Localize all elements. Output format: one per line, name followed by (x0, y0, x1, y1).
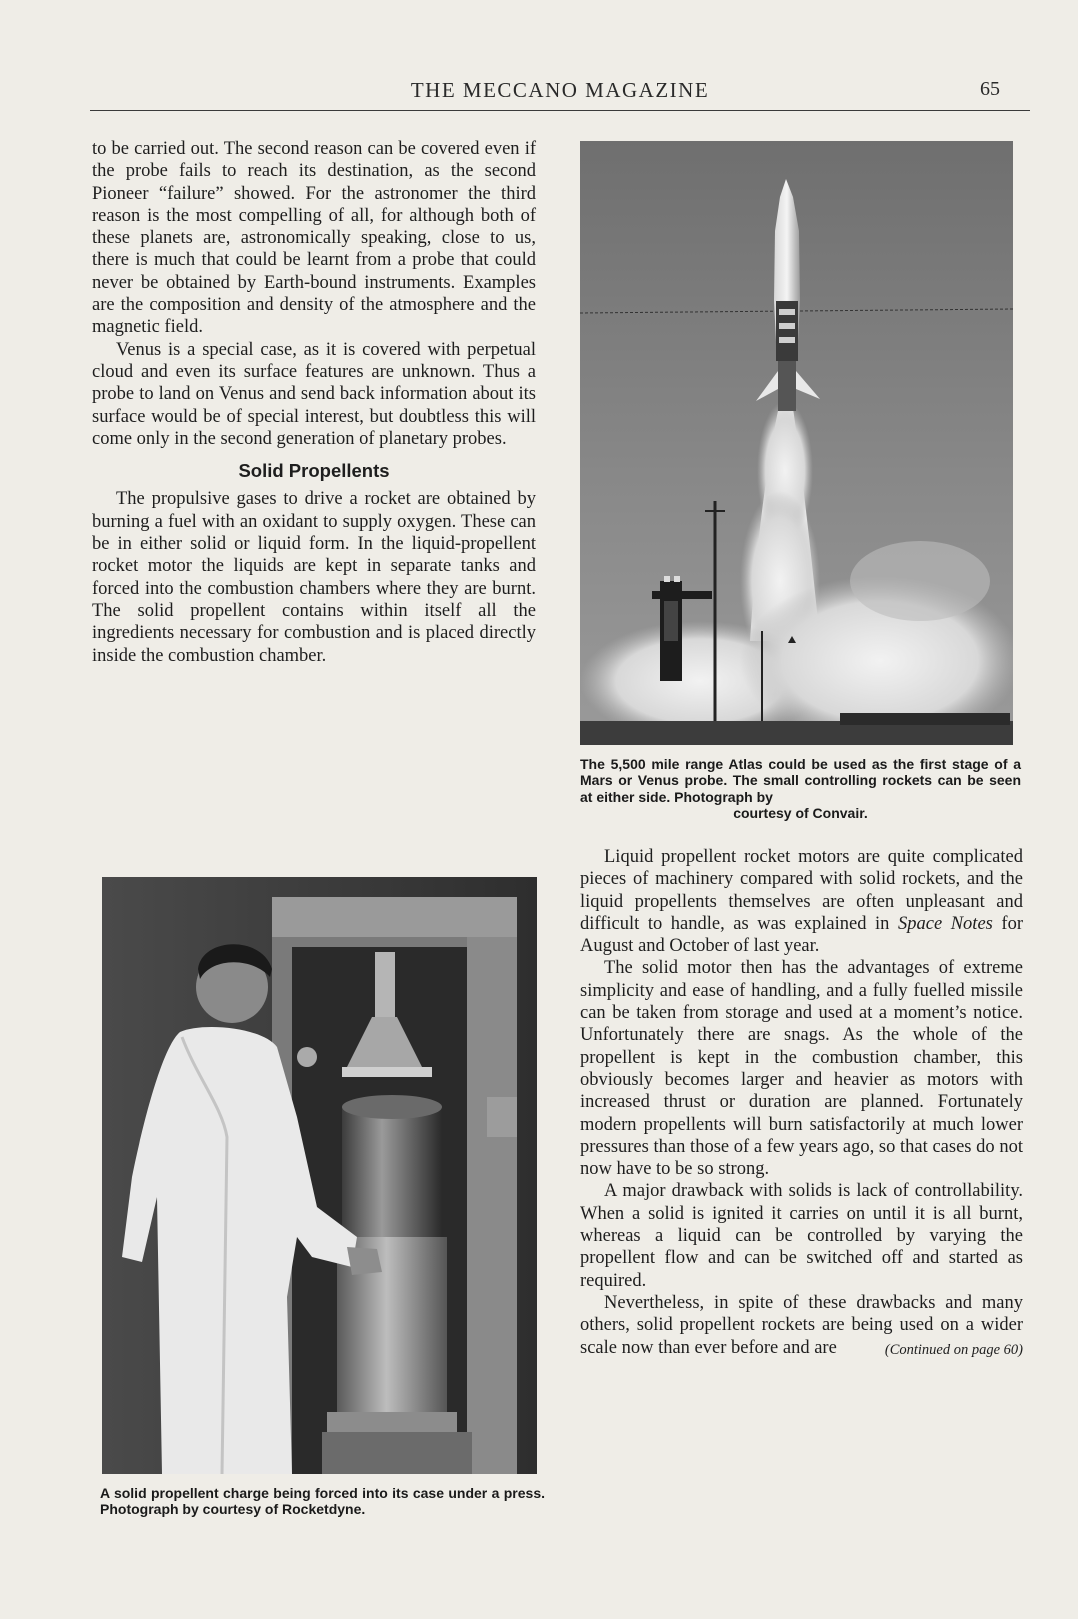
paragraph: to be carried out. The second reason can be covered even if the probe fails to reach its destination, as the second Pioneer “failure” showed. For the astronomer the third reason is the most compelling of all, for although both of these planets are, astronomically speaking, close to us, there is much that could be learnt from a probe that could never be obtained by Earth-bound instruments. Examples are the composition and density of the atmosphere and the magnetic field. (92, 139, 536, 338)
caption-text: The 5,500 mile range Atlas could be used as the first stage of a Mars or Venus probe. The small controlling rockets can be seen at either side. Photograph by (580, 756, 1021, 805)
caption-credit: courtesy of Convair. (733, 805, 868, 822)
paragraph (580, 1292, 1023, 1359)
continued-note: (Continued on page 60) (884, 1341, 1023, 1358)
page-number: 65 (980, 78, 1000, 100)
paragraph: The solid motor then has the advantages of extreme simplicity and ease of handling, and a fully fuelled missile can be taken from storage and used at a moment’s notice. Unfortunately there are snags. As the whole of the propellent is kept in the combustion chamber, this obviously becomes larger and heavier as motors with increased thrust or duration are planned. Fortunately modern propellents will burn satisfactorily at much lower pressures than those of a few years ago, so that cases do not now have to be so strong. (580, 958, 1023, 1180)
right-column (580, 846, 1023, 1361)
paragraph: The propulsive gases to drive a rocket are obtained by burning a fuel with an oxidant to supply oxygen. These can be in either solid or liquid form. In the liquid-propellent rocket motor the liquids are kept in separate tanks and forced into the combustion chambers where they are burnt. The solid propellent contains within itself all the ingredients necessary for combustion and is placed directly inside the combustion chamber. (92, 489, 536, 666)
page-header (90, 76, 1030, 111)
paragraph-text: Liquid propellent rocket motors are quite complicated pieces of machinery compared with solid rockets, and the liquid propellents themselves are often unpleasant and difficult to handle, as was explained in (580, 847, 1023, 934)
section-heading: Solid Propellents (238, 460, 390, 482)
left-column (92, 138, 536, 667)
paragraph: A major drawback with solids is lack of controllability. When a solid is ignited it carries on until it is all burnt, whereas a liquid can be controlled by varying the propellent flow and can be switched off and started as required. (580, 1181, 1023, 1291)
paragraph-text: Nevertheless, in spite of these drawbacks and many others, solid propellent rockets are being used on a wider scale now than ever before and are (580, 1292, 1023, 1358)
magazine-feature-name: Space Notes (897, 913, 993, 934)
press-worker-illustration (102, 877, 537, 1474)
rocket-launch-illustration (580, 141, 1013, 745)
rocket-launch-photo (580, 141, 1013, 745)
press-photo-caption: A solid propellent charge being forced into its case under a press. Photograph by courtesy of Rocketdyne. (100, 1485, 545, 1518)
solid-propellent-press-photo (102, 877, 537, 1474)
paragraph: Venus is a special case, as it is covered with perpetual cloud and even its surface features are unknown. Thus a probe to land on Venus and send back information about its surface would be of special interest, but doubtless this will come only in the second generation of planetary probes. (92, 339, 536, 449)
paragraph-text: for August and October of last year. (580, 913, 1023, 957)
paragraph (580, 846, 1023, 957)
magazine-title: THE MECCANO MAGAZINE (410, 78, 710, 102)
rocket-photo-caption (580, 756, 1021, 822)
